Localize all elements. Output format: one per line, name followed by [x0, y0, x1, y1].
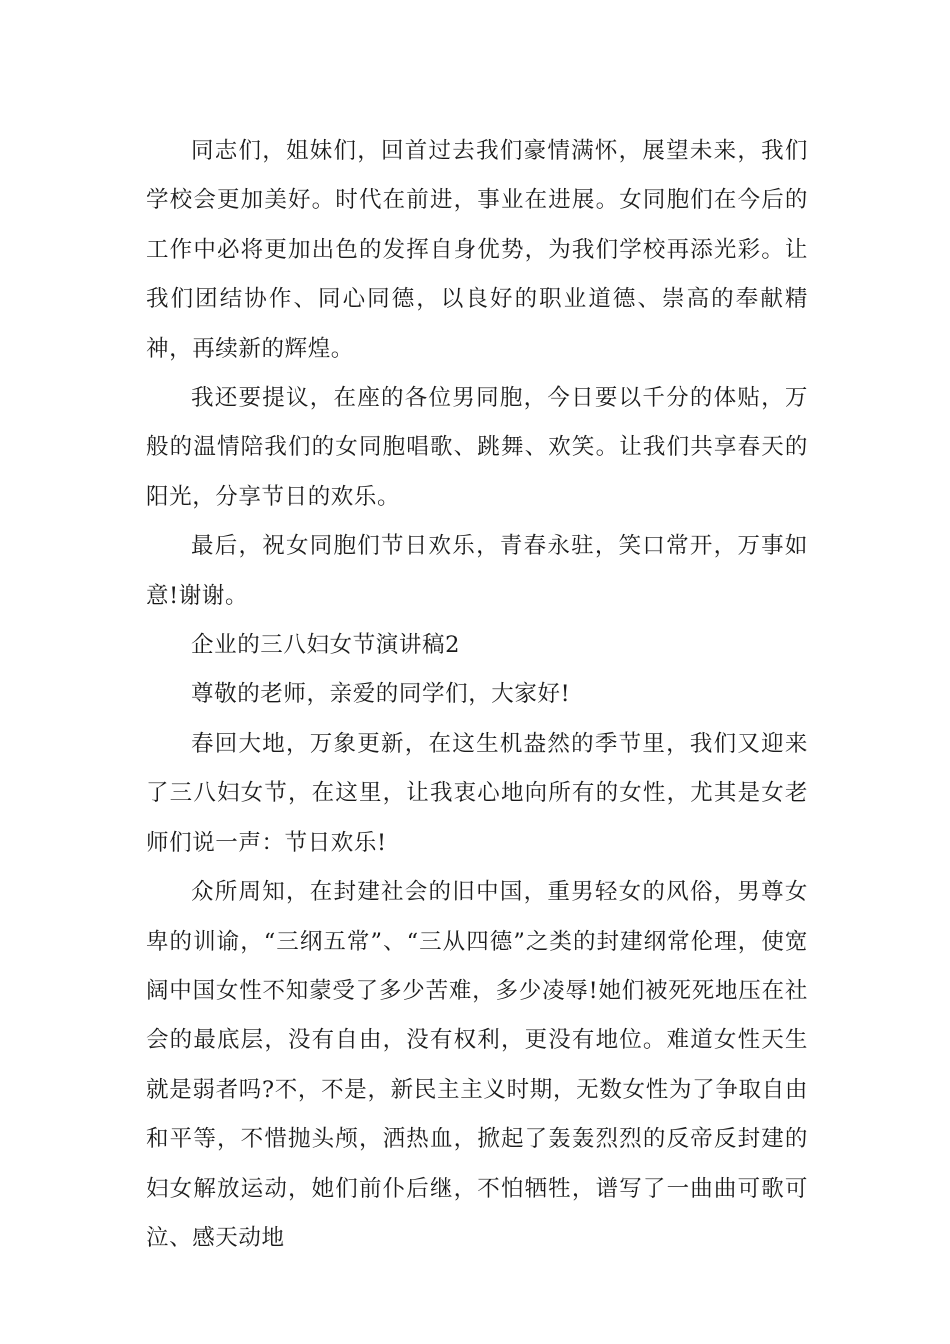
document-body [146, 127, 808, 1263]
paragraph-spring-opening: 春回大地，万象更新，在这生机盎然的季节里，我们又迎来了三八妇女节，在这里，让我衷心地向所有的女性，尤其是女老师们说一声：节日欢乐! [146, 730, 808, 856]
section-title: 企业的三八妇女节演讲稿2 [191, 632, 461, 659]
paragraph-closing-vision: 同志们，姐妹们，回首过去我们豪情满怀，展望未来，我们学校会更加美好。时代在前进，事业在进展。女同胞们在今后的工作中必将更加出色的发挥自身优势，为我们学校再添光彩。让我们团结协作、同心同德，以良好的职业道德、崇高的奉献精神，再续新的辉煌。 [146, 138, 808, 362]
paragraph-final-wishes: 最后，祝女同胞们节日欢乐，青春永驻，笑口常开，万事如意!谢谢。 [146, 533, 808, 609]
paragraph-history: 众所周知，在封建社会的旧中国，重男轻女的风俗，男尊女卑的训谕，“三纲五常”、“三从四德”之类的封建纲常伦理，使宽阔中国女性不知蒙受了多少苦难，多少凌辱!她们被死死地压在社会的最底层，没有自由，没有权利，更没有地位。难道女性天生就是弱者吗?不，不是，新民主主义时期，无数女性为了争取自由和平等，不惜抛头颅，洒热血，掀起了轰轰烈烈的反帝反封建的妇女解放运动，她们前仆后继，不怕牺牲，谱写了一曲曲可歌可泣、感天动地 [146, 879, 808, 1251]
paragraph-greeting: 尊敬的老师，亲爱的同学们，大家好! [191, 681, 571, 708]
paragraph-proposal: 我还要提议，在座的各位男同胞，今日要以千分的体贴，万般的温情陪我们的女同胞唱歌、跳舞、欢笑。让我们共享春天的阳光，分享节日的欢乐。 [146, 385, 808, 510]
